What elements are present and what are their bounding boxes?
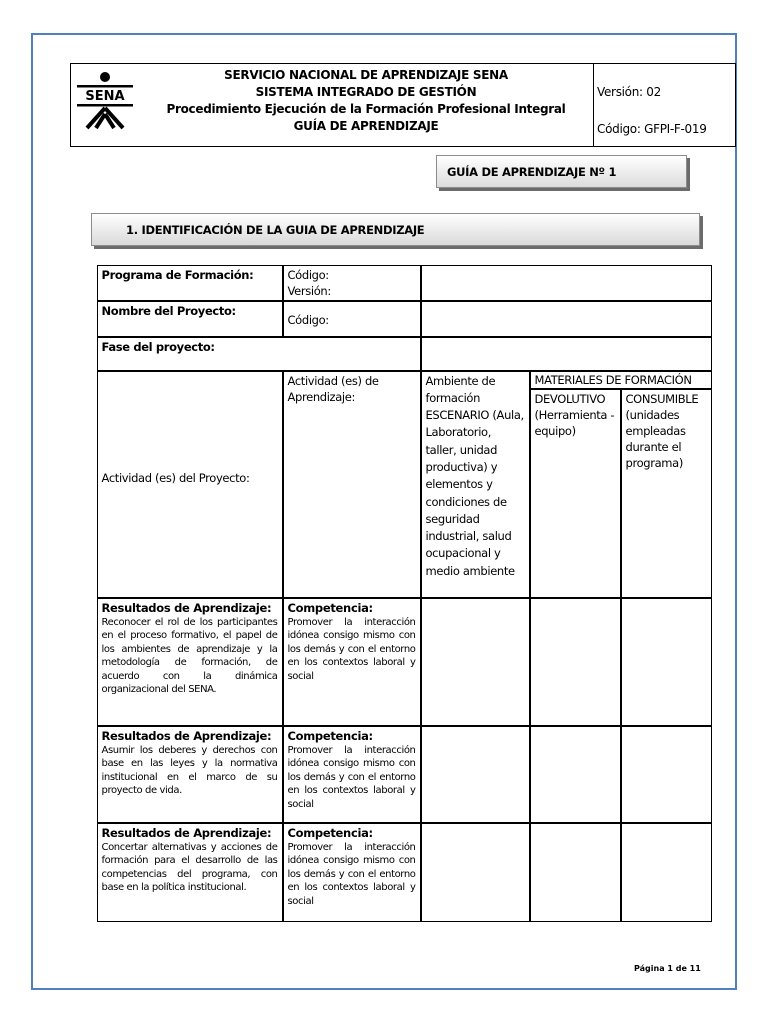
header-titles xyxy=(131,67,601,135)
devolutivo-cell xyxy=(530,389,621,598)
actividad-proyecto-label: Actividad (es) del Proyecto: xyxy=(101,470,250,485)
header-code: Código: GFPI-F-019 xyxy=(597,122,707,136)
consumible-cell xyxy=(621,389,712,598)
resultado-text-1: Reconocer el rol de los participantes en el proceso formativo, el papel de los ambientes de aprendizaje y la metodología de formación, de acuerdo con la dinámica organizacional del SENA. xyxy=(101,616,278,695)
ambiente-label: Ambiente de formación ESCENARIO (Aula, Laboratorio, taller, unidad productiva) y elementos y condiciones de seguridad industrial, salud ocupacional y medio ambiente xyxy=(425,373,524,578)
header-divider xyxy=(593,64,594,146)
page-number: Página 1 de 11 xyxy=(634,964,701,973)
resultado-text-3: Concertar alternativas y acciones de formación para el desarrollo de las competencias del programa, con base en la política institucional. xyxy=(101,841,278,893)
empty-cell xyxy=(421,726,530,823)
header-version: Versión: 02 xyxy=(597,85,661,99)
proyecto-label-cell xyxy=(97,301,283,337)
empty-cell xyxy=(421,823,530,922)
sena-logo-text: SENA xyxy=(85,89,125,104)
fase-label: Fase del proyecto: xyxy=(101,339,215,354)
competencia-label-2: Competencia: xyxy=(287,728,373,743)
competencia-cell-2 xyxy=(283,726,421,823)
proyecto-codigo-label: Código: xyxy=(287,312,329,327)
competencia-text-2: Promover la interacción idónea consigo mismo con los demás y con el entorno en los contextos laboral y social xyxy=(287,744,416,810)
resultado-label-3: Resultados de Aprendizaje: xyxy=(101,825,272,840)
actividad-aprendizaje-label: Actividad (es) de Aprendizaje: xyxy=(287,373,379,404)
programa-label: Programa de Formación: xyxy=(101,267,254,282)
ambiente-cell xyxy=(421,371,530,598)
fase-label-cell xyxy=(97,337,421,371)
materiales-label: MATERIALES DE FORMACIÓN xyxy=(534,372,692,387)
actividad-aprendizaje-cell xyxy=(283,371,421,598)
competencia-cell-1 xyxy=(283,598,421,726)
proyecto-code-cell xyxy=(283,301,421,337)
competencia-label-3: Competencia: xyxy=(287,825,373,840)
resultado-cell-1 xyxy=(97,598,283,726)
empty-cell xyxy=(621,726,712,823)
materiales-header-cell xyxy=(530,371,712,389)
empty-cell xyxy=(421,598,530,726)
devolutivo-label: DEVOLUTIVO (Herramienta - equipo) xyxy=(534,391,615,438)
header-line-2: SISTEMA INTEGRADO DE GESTIÓN xyxy=(255,85,477,99)
competencia-text-1: Promover la interacción idónea consigo mismo con los demás y con el entorno en los contextos laboral y social xyxy=(287,616,416,682)
programa-value-cell xyxy=(421,265,712,301)
programa-version-label: Versión: xyxy=(287,283,331,298)
guide-number-box: GUÍA DE APRENDIZAJE Nº 1 xyxy=(436,155,687,188)
empty-cell xyxy=(530,823,621,922)
competencia-label-1: Competencia: xyxy=(287,600,373,615)
header-line-4: GUÍA DE APRENDIZAJE xyxy=(293,119,439,133)
resultado-label-1: Resultados de Aprendizaje: xyxy=(101,600,272,615)
proyecto-label: Nombre del Proyecto: xyxy=(101,303,236,318)
resultado-cell-2 xyxy=(97,726,283,823)
empty-cell xyxy=(530,726,621,823)
header-line-1: SERVICIO NACIONAL DE APRENDIZAJE SENA xyxy=(224,68,508,82)
consumible-label: CONSUMIBLE (unidades empleadas durante el programa) xyxy=(625,391,699,470)
actividad-proyecto-cell xyxy=(97,371,283,598)
empty-cell xyxy=(530,598,621,726)
programa-code-cell xyxy=(283,265,421,301)
programa-codigo-label: Código: xyxy=(287,267,329,282)
sena-logo xyxy=(74,68,134,142)
document-header xyxy=(70,63,736,147)
resultado-cell-3 xyxy=(97,823,283,922)
competencia-text-3: Promover la interacción idónea consigo mismo con los demás y con el entorno en los contextos laboral y social xyxy=(287,841,416,907)
identification-table xyxy=(97,265,712,922)
resultado-text-2: Asumir los deberes y derechos con base en las leyes y la normativa institucional en el marco de su proyecto de vida. xyxy=(101,744,278,796)
header-line-3: Procedimiento Ejecución de la Formación Profesional Integral xyxy=(166,102,566,116)
competencia-cell-3 xyxy=(283,823,421,922)
header-meta xyxy=(597,64,735,146)
empty-cell xyxy=(621,598,712,726)
empty-cell xyxy=(621,823,712,922)
resultado-label-2: Resultados de Aprendizaje: xyxy=(101,728,272,743)
programa-label-cell xyxy=(97,265,283,301)
fase-value-cell xyxy=(421,337,712,371)
section-title-box: 1. IDENTIFICACIÓN DE LA GUIA DE APRENDIZAJE xyxy=(91,213,700,246)
proyecto-value-cell xyxy=(421,301,712,337)
